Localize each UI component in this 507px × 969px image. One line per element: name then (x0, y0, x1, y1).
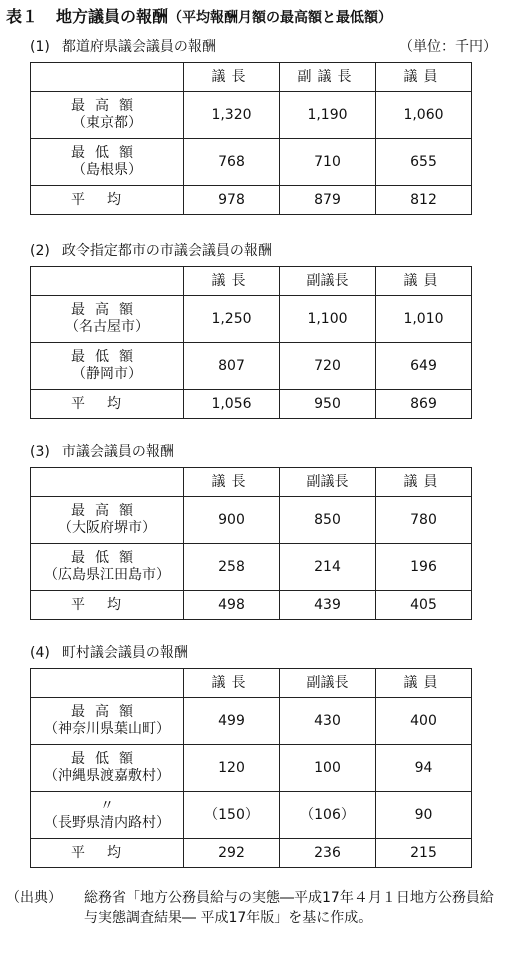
row-label: 最低額 （静岡市） (31, 343, 184, 390)
value-cell: 236 (280, 839, 376, 868)
row-label: 平均 (31, 390, 184, 419)
value-cell: 94 (376, 745, 472, 792)
header-member: 議員 (376, 267, 472, 296)
value-cell: 978 (184, 186, 280, 215)
unit-label: （単位：千円） (399, 39, 497, 55)
header-blank (31, 669, 184, 698)
table-row (31, 698, 472, 745)
value-cell: 400 (376, 698, 472, 745)
section-4-number: (4) (30, 645, 50, 661)
value-cell: 292 (184, 839, 280, 868)
header-chair: 議長 (184, 267, 280, 296)
section-3-heading (30, 441, 174, 461)
value-cell: 258 (184, 544, 280, 591)
table-row (31, 92, 472, 139)
value-cell: 780 (376, 497, 472, 544)
value-cell: 196 (376, 544, 472, 591)
row-label: 平均 (31, 186, 184, 215)
section-1-heading (30, 36, 216, 56)
value-cell: 405 (376, 591, 472, 620)
table-row (31, 296, 472, 343)
header-blank (31, 468, 184, 497)
value-cell: 850 (280, 497, 376, 544)
table-row (31, 139, 472, 186)
section-2-heading (30, 240, 272, 260)
table-number: 表１ (6, 7, 39, 26)
value-cell: 900 (184, 497, 280, 544)
document-title (6, 4, 504, 27)
row-label: 最高額 （大阪府堺市） (31, 497, 184, 544)
table-row (31, 343, 472, 390)
value-cell: （106） (280, 792, 376, 839)
table-town-village (30, 668, 472, 868)
value-cell: 869 (376, 390, 472, 419)
value-cell: 498 (184, 591, 280, 620)
value-cell: 1,320 (184, 92, 280, 139)
value-cell: 439 (280, 591, 376, 620)
row-label: 〃 （長野県清内路村） (31, 792, 184, 839)
row-label: 最低額 （島根県） (31, 139, 184, 186)
table-row-average (31, 591, 472, 620)
header-chair: 議長 (184, 63, 280, 92)
row-label: 最低額 （沖縄県渡嘉敷村） (31, 745, 184, 792)
table-row (31, 792, 472, 839)
title-main: 地方議員の報酬 (56, 7, 169, 26)
section-2-number: (2) (30, 243, 50, 259)
section-4-title: 町村議会議員の報酬 (61, 645, 188, 661)
value-cell: 768 (184, 139, 280, 186)
value-cell: 1,100 (280, 296, 376, 343)
row-label: 最高額 （神奈川県葉山町） (31, 698, 184, 745)
section-3-number: (3) (30, 444, 50, 460)
header-member: 議員 (376, 63, 472, 92)
source-label: （出典） (6, 890, 62, 906)
table-row (31, 544, 472, 591)
table-header-row (31, 267, 472, 296)
header-chair: 議長 (184, 669, 280, 698)
section-1-number: (1) (30, 39, 50, 55)
table-designated-cities (30, 266, 472, 419)
value-cell: 879 (280, 186, 376, 215)
table-prefectural (30, 62, 472, 215)
header-vice-chair: 副議長 (280, 63, 376, 92)
value-cell: 1,056 (184, 390, 280, 419)
section-2-title: 政令指定都市の市議会議員の報酬 (61, 243, 272, 259)
value-cell: 90 (376, 792, 472, 839)
table-header-row (31, 468, 472, 497)
section-4-heading (30, 642, 188, 662)
row-label: 最高額 （東京都） (31, 92, 184, 139)
value-cell: 1,250 (184, 296, 280, 343)
header-vice-chair: 副議長 (280, 468, 376, 497)
header-blank (31, 267, 184, 296)
header-member: 議員 (376, 669, 472, 698)
table-row-average (31, 839, 472, 868)
value-cell: 649 (376, 343, 472, 390)
value-cell: 214 (280, 544, 376, 591)
header-vice-chair: 副議長 (280, 267, 376, 296)
value-cell: 807 (184, 343, 280, 390)
value-cell: 710 (280, 139, 376, 186)
row-label: 最高額 （名古屋市） (31, 296, 184, 343)
value-cell: 215 (376, 839, 472, 868)
table-row-average (31, 186, 472, 215)
value-cell: 655 (376, 139, 472, 186)
table-row (31, 745, 472, 792)
table-header-row (31, 63, 472, 92)
value-cell: 100 (280, 745, 376, 792)
title-subtitle: （平均報酬月額の最高額と最低額） (168, 10, 393, 26)
value-cell: 950 (280, 390, 376, 419)
source-text: 総務省「地方公務員給与の実態―平成17年４月１日地方公務員給与実態調査結果― 平成17年版」を基に作成。 (84, 890, 494, 926)
row-label: 平均 (31, 839, 184, 868)
table-row (31, 497, 472, 544)
value-cell: （150） (184, 792, 280, 839)
table-row-average (31, 390, 472, 419)
header-vice-chair: 副議長 (280, 669, 376, 698)
header-blank (31, 63, 184, 92)
value-cell: 120 (184, 745, 280, 792)
value-cell: 720 (280, 343, 376, 390)
value-cell: 1,190 (280, 92, 376, 139)
header-member: 議員 (376, 468, 472, 497)
table-header-row (31, 669, 472, 698)
row-label: 平均 (31, 591, 184, 620)
value-cell: 1,060 (376, 92, 472, 139)
section-3-title: 市議会議員の報酬 (61, 444, 174, 460)
row-label: 最低額 （広島県江田島市） (31, 544, 184, 591)
value-cell: 430 (280, 698, 376, 745)
table-city-councils (30, 467, 472, 620)
header-chair: 議長 (184, 468, 280, 497)
section-1-title: 都道府県議会議員の報酬 (61, 39, 216, 55)
value-cell: 812 (376, 186, 472, 215)
value-cell: 1,010 (376, 296, 472, 343)
value-cell: 499 (184, 698, 280, 745)
